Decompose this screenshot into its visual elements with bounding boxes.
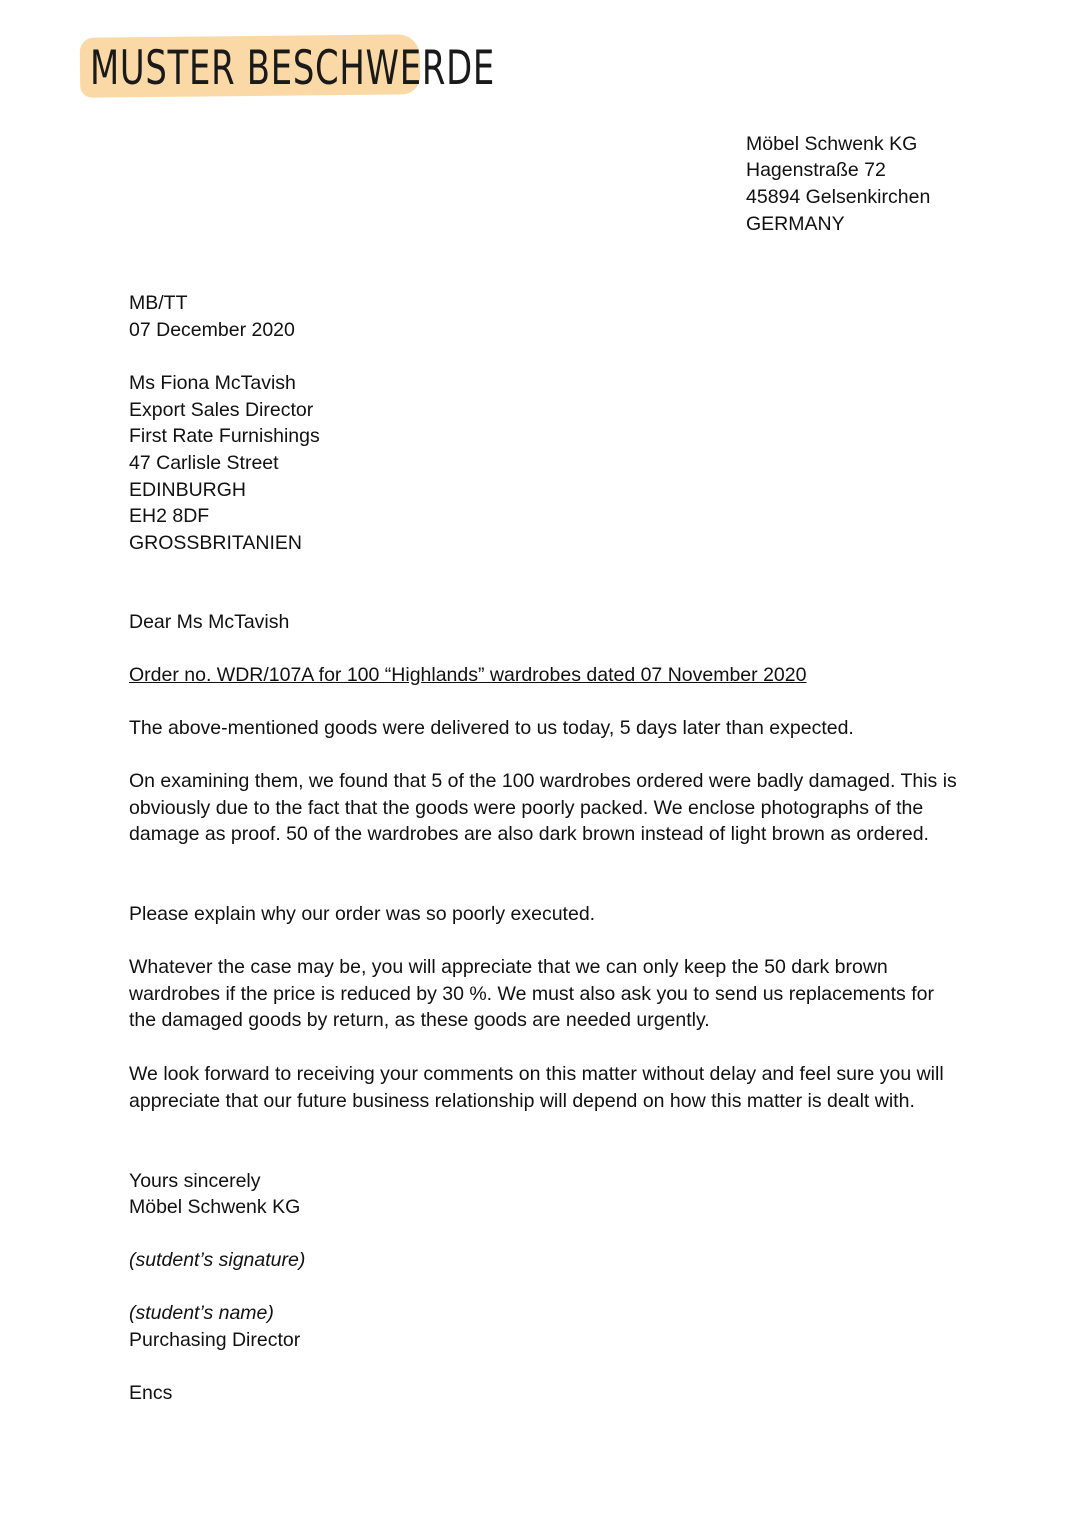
- signature-placeholder: (sutdent’s signature): [129, 1249, 306, 1271]
- body-paragraph-1: The above-mentioned goods were delivered to us today, 5 days later than expected.: [129, 717, 854, 739]
- sender-company: Möbel Schwenk KG: [746, 133, 918, 155]
- recipient-city: EDINBURGH: [129, 479, 247, 501]
- recipient-company: First Rate Furnishings: [129, 425, 320, 447]
- body-paragraph-4: Whatever the case may be, you will appreciate that we can only keep the 50 dark brown wardrobes if the price is reduced by 30 %. We must also ask you to send us replacements for the damaged goods by return, as these goods are needed urgently.: [129, 956, 934, 1032]
- body-paragraph-5: We look forward to receiving your comments on this matter without delay and feel sure you will appreciate that our future business relationship will depend on how this matter is dealt with.: [129, 1063, 944, 1112]
- subject-line: Order no. WDR/107A for 100 “Highlands” wardrobes dated 07 November 2020: [129, 664, 807, 686]
- page-title: MUSTER BESCHWERDE: [90, 40, 495, 96]
- recipient-name: Ms Fiona McTavish: [129, 372, 296, 394]
- recipient-country: GROSSBRITANIEN: [129, 532, 302, 554]
- salutation: Dear Ms McTavish: [129, 611, 290, 633]
- letter-date: 07 December 2020: [129, 319, 295, 341]
- recipient-street: 47 Carlisle Street: [129, 452, 279, 474]
- sender-city: 45894 Gelsenkirchen: [746, 186, 931, 208]
- body-paragraph-3: Please explain why our order was so poorly executed.: [129, 903, 596, 925]
- closing-company: Möbel Schwenk KG: [129, 1196, 301, 1218]
- complimentary-close: Yours sincerely: [129, 1170, 261, 1192]
- reference-initials: MB/TT: [129, 292, 188, 314]
- signatory-position: Purchasing Director: [129, 1329, 301, 1351]
- body-paragraph-2: On examining them, we found that 5 of the 100 wardrobes ordered were badly damaged. This is obviously due to the fact that the goods were poorly packed. We enclose photographs of the damage as proof. 50 of the wardrobes are also dark brown instead of light brown as ordered.: [129, 770, 957, 846]
- enclosures-note: Encs: [129, 1382, 173, 1404]
- sender-country: GERMANY: [746, 213, 845, 235]
- recipient-postcode: EH2 8DF: [129, 505, 210, 527]
- recipient-position: Export Sales Director: [129, 399, 314, 421]
- sender-street: Hagenstraße 72: [746, 159, 886, 181]
- name-placeholder: (student’s name): [129, 1302, 274, 1324]
